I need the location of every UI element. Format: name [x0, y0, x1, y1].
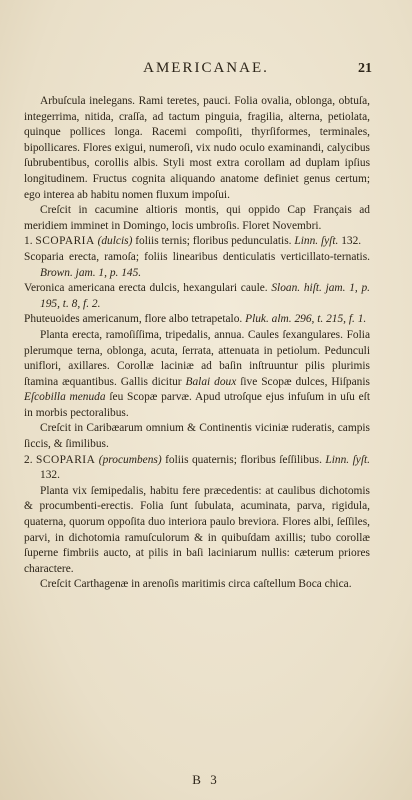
species-diagnosis: foliis ternis; floribus pedunculatis. [135, 235, 292, 248]
page-number: 21 [358, 61, 372, 76]
species-1-habitat: Creſcit in Caribæarum omnium & Continentis viciniæ ruderatis, campis ſiccis, & ſimilibus. [24, 422, 370, 451]
species-number: 2. [24, 453, 33, 466]
running-title: AMERICANAE. [143, 60, 269, 76]
species-epithet: (procumbens) [98, 453, 162, 466]
page-body [24, 94, 370, 593]
species-epithet: (dulcis) [97, 235, 133, 248]
synonym-plukenet [24, 312, 370, 328]
synonym-brown [24, 250, 370, 281]
species-entry-1 [24, 234, 370, 250]
synonym-text: Veronica americana erecta dulcis, hexangulari caule. [24, 282, 268, 295]
description-text: ſive Scopæ dulces, Hiſpanis [240, 375, 370, 388]
species-entry-2 [24, 453, 370, 484]
species-number: 1. [24, 235, 33, 248]
french-vernacular-name: Balai doux [185, 375, 237, 388]
species-2-description: Planta vix ſemipedalis, habitu fere præcedentis: at caulibus dichotomis & procumbenti-erectis. Folia ſunt ſubulata, acuminata, parva, rigidula, quaterna, quorum oppoſita duo interiora paulo breviora. Flores albi, ſeſſiles, parvi, in dichotomia ramuſculorum & in quibuſdam axillis; tubo corollæ ſuperne fimbriis aucto, at pilis in baſi laciniarum nullis: cæterum priores charactere. [24, 484, 370, 575]
synonym-reference: Pluk. alm. 296, t. 215, f. 1. [245, 313, 367, 326]
description-text: ſeu Scopæ parvæ. Apud utroſque ejus infuſum in uſu eſt in morbis pectoralibus. [24, 391, 370, 419]
paragraph-habitat: Creſcit in cacumine altioris montis, qui oppido Cap Français ad meridiem imminet in Domingo, locis umbroſis. Floret Novembri. [24, 204, 370, 232]
species-genus: SCOPARIA [36, 453, 96, 466]
paragraph-description: Arbuſcula inelegans. Rami teretes, pauci. Folia ovalia, oblonga, obtuſa, integerrima, nitida, craſſa, ad tactum pinguia, fragilia, alterna, petiolata, quinque pollices longa. Racemi compoſiti, thyrſiformes, terminales, bipollicares. Flores exigui, numeroſi, vix nudo oculo examinandi, calycibus ſubrubentibus, corollis albis. Styli most extra corollam ad duplam ipſius longitudinem. Fructus cognita aliquando anatome definiet genus certum; ego interea ab habitu nomen fluxum impoſui. [24, 95, 370, 201]
signature-mark: B 3 [192, 772, 220, 787]
synonym-text: Phuteuoides americanum, flore albo tetrapetalo. [24, 313, 243, 326]
synonym-sloane [24, 281, 370, 312]
linnaeus-page: 132. [40, 469, 60, 482]
synonym-reference: Brown. jam. 1, p. 145. [40, 266, 142, 279]
page-header [0, 60, 412, 82]
species-diagnosis: foliis quaternis; floribus ſeſſilibus. [165, 453, 322, 466]
spanish-vernacular-name: Eſcobilla menuda [24, 391, 106, 404]
description-text: Planta erecta, ramoſiſſima, tripedalis, annua. Caules ſexangulares. Folia plerumque terna, oblonga, acuta, ſerrata, attenuata in petiolum. Pedunculi uniflori, axillares. Corollæ laciniæ ad baſin inſtruuntur pilis plurimis ſtamina æquantibus. Gallis dicitur [24, 328, 370, 388]
species-1-description [24, 328, 370, 422]
species-genus: SCOPARIA [35, 235, 95, 248]
species-2-habitat: Creſcit Carthagenæ in arenoſis maritimis circa caſtellum Boca chica. [40, 578, 352, 591]
synonym-reference: Sloan. hiſt. jam. 1, p. 195, t. 8, f. 2. [40, 282, 370, 310]
synonym-text: Scoparia erecta, ramoſa; foliis linearibus denticulatis verticillato-ternatis. [24, 250, 370, 263]
linnaeus-reference: Linn. ſyſt. [294, 235, 339, 248]
linnaeus-page: 132. [341, 235, 362, 248]
linnaeus-reference: Linn. ſyſt. [325, 453, 371, 466]
